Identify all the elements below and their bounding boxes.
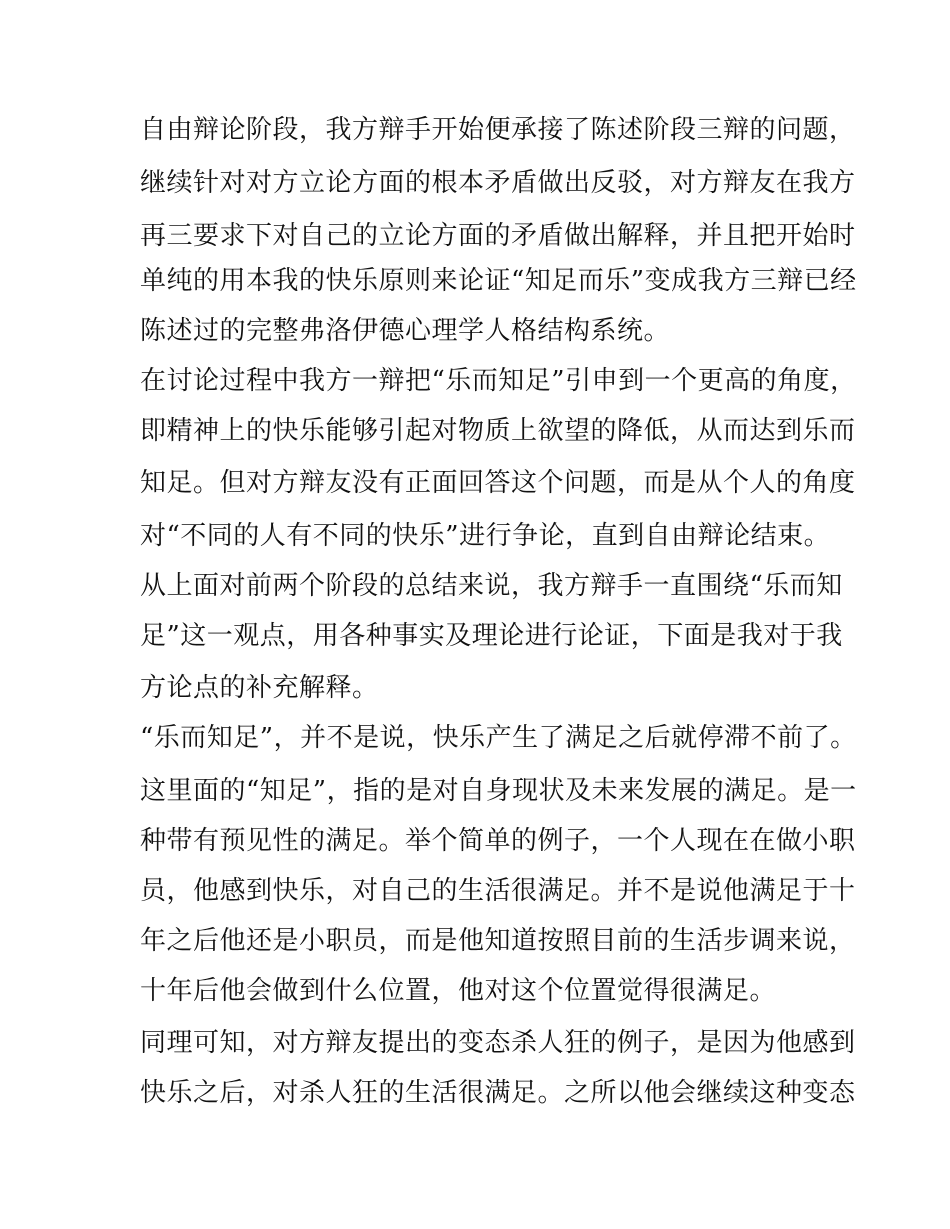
paragraph-line: 即精神上的快乐能够引起对物质上欲望的降低，从而达到乐而 xyxy=(140,416,856,446)
paragraph-line: 陈述过的完整弗洛伊德心理学人格结构系统。 xyxy=(140,316,671,346)
paragraph-line: “乐而知足”，并不是说，快乐产生了满足之后就停滞不前了。 xyxy=(140,723,857,753)
paragraph-line: 足”这一观点，用各种事实及理论进行论证，下面是我对于我 xyxy=(140,621,843,651)
paragraph-line: 在讨论过程中我方一辩把“乐而知足”引申到一个更高的角度， xyxy=(140,366,857,396)
paragraph-line: 继续针对对方立论方面的根本矛盾做出反驳，对方辩友在我方 xyxy=(140,168,856,198)
paragraph-line: 再三要求下对自己的立论方面的矛盾做出解释，并且把开始时 xyxy=(140,221,856,251)
paragraph-line: 对“不同的人有不同的快乐”进行争论，直到自由辩论结束。 xyxy=(140,521,831,551)
paragraph-line: 方论点的补充解释。 xyxy=(140,673,379,703)
paragraph-line: 十年后他会做到什么位置，他对这个位置觉得很满足。 xyxy=(140,976,777,1006)
paragraph-line: 快乐之后，对杀人狂的生活很满足。之所以他会继续这种变态 xyxy=(140,1078,856,1108)
paragraph-line: 年之后他还是小职员，而是他知道按照目前的生活步调来说， xyxy=(140,926,856,956)
paragraph-line: 自由辩论阶段，我方辩手开始便承接了陈述阶段三辩的问题， xyxy=(140,115,856,145)
paragraph-line: 这里面的“知足”，指的是对自身现状及未来发展的满足。是一 xyxy=(140,776,857,806)
paragraph-line: 知足。但对方辩友没有正面回答这个问题，而是从个人的角度 xyxy=(140,468,856,498)
paragraph-line: 从上面对前两个阶段的总结来说，我方辩手一直围绕“乐而知 xyxy=(140,571,843,601)
paragraph-line: 种带有预见性的满足。举个简单的例子，一个人现在在做小职 xyxy=(140,826,856,856)
paragraph-line: 单纯的用本我的快乐原则来论证“知足而乐”变成我方三辩已经 xyxy=(140,266,857,296)
paragraph-line: 同理可知，对方辩友提出的变态杀人狂的例子，是因为他感到 xyxy=(140,1028,856,1058)
paragraph-line: 员，他感到快乐，对自己的生活很满足。并不是说他满足于十 xyxy=(140,876,856,906)
